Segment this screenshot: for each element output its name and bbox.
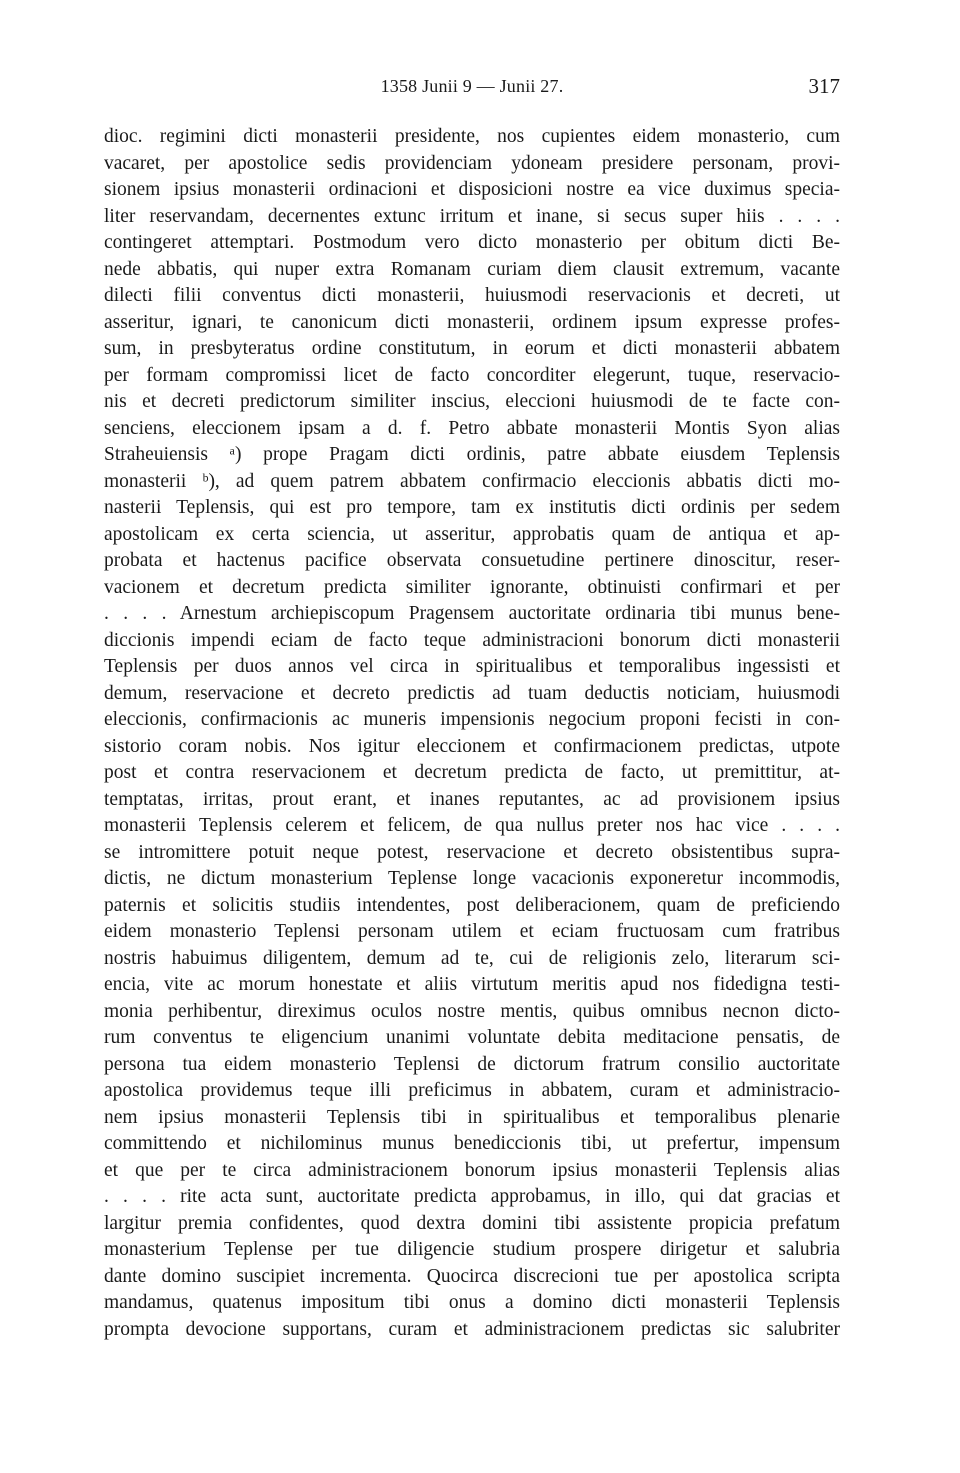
text-line: sum, in presbyteratus ordine constitutum, in eorum et dicti monasterii abbatem [104,338,840,359]
text-line: sistorio coram nobis. Nos igitur eleccionem et confirmacionem predictas, utpote [104,735,840,757]
text-line: temptatas, irritas, prout erant, et inanes reputantes, ac ad provisionem ipsius [104,788,840,810]
text-line: persona tua eidem monasterio Teplensi de dictorum fratrum consilio auctoritate [104,1053,840,1075]
text-line: eleccionis, confirmacionis ac muneris impensionis negocium proponi fecisti in con- [104,709,840,730]
body-text [104,124,840,1343]
text-line: paternis et solicitis studiis intendentes, post deliberacionem, quam de preficiendo [104,894,840,916]
text-line: per formam compromissi licet de facto concorditer elegerunt, tuque, reservacio- [104,364,840,386]
text-line: committendo et nichilominus munus benediccionis tibi, ut prefertur, impensum [104,1133,840,1154]
text-line: et que per te circa administracionem bonorum ipsius monasterii Teplensis alias [104,1159,840,1181]
text-line: sionem ipsius monasterii ordinacioni et disposicioni nostre ea vice duximus specia- [104,179,840,200]
text-line: apostolicam ex certa sciencia, ut asseritur, approbatis quam de antiqua et ap- [104,523,840,545]
text-line: eidem monasterio Teplensi personam utilem et eciam fructuosam cum fratribus [104,921,840,942]
text-line: monasterii ᵇ), ad quem patrem abbatem confirmacio eleccionis abbatis dicti mo- [104,470,840,492]
text-line: probata et hactenus pacifice observata consuetudine pertinere dinoscitur, reser- [104,550,840,571]
text-line: prompta devocione supportans, curam et administracionem predictas sic salubriter [104,1318,840,1340]
text-line: rum conventus te eligencium unanimi voluntate debita meditacione pensatis, de [104,1027,840,1048]
text-line: dictis, ne dictum monasterium Teplense longe vacacionis exponeretur incommodis, [104,868,840,889]
page-number: 317 [808,74,840,98]
text-line: mandamus, quatenus impositum tibi onus a domino dicti monasterii Teplensis [104,1292,840,1313]
text-line: nem ipsius monasterii Teplensis tibi in spiritualibus et temporalibus plenarie [104,1106,840,1128]
text-line: diccionis impendi eciam de facto teque administracioni bonorum dicti monasterii [104,629,840,651]
running-head: 1358 Junii 9 — Junii 27. [380,76,564,96]
text-line: . . . . rite acta sunt, auctoritate predicta approbamus, in illo, qui dat gracias et [104,1186,840,1207]
text-line: dante domino suscipiet incrementa. Quocirca discrecioni tue per apostolica scripta [104,1265,840,1287]
text-line: demum, reservacione et decreto predictis ad tuam deductis noticiam, huiusmodi [104,682,840,704]
text-line: vacaret, per apostolice sedis providenciam ydoneam presidere personam, provi- [104,152,840,174]
text-line: monasterii Teplensis celerem et felicem, de qua nullus preter nos hac vice . . . . [104,815,840,836]
text-line: contingeret attemptari. Postmodum vero dicto monasterio per obitum dicti Be- [104,232,840,253]
text-line: nede abbatis, qui nuper extra Romanam curiam diem clausit extremum, vacante [104,258,840,280]
text-line: nostris habuimus diligentem, demum ad te, cui de religionis zelo, literarum sci- [104,947,840,969]
text-line: apostolica providemus teque illi preficimus in abbatem, curam et administracio- [104,1080,840,1101]
text-line: liter reservandam, decernentes extunc irritum et inane, si secus super hiis . . . . [104,205,840,227]
text-line: post et contra reservacionem et decretum predicta de facto, ut premittitur, at- [104,762,840,783]
text-line: asseritur, ignari, te canonicum dicti monasterii, ordinem ipsum expresse profes- [104,311,840,333]
text-line: monasterium Teplense per tue diligencie studium prospere dirigetur et salubria [104,1239,840,1260]
text-line: encia, vite ac morum honestate et aliis virtutum meritis apud nos fidedigna testi- [104,974,840,995]
text-line: vacionem et decretum predicta similiter ignorante, obtinuisti confirmari et per [104,576,840,598]
text-line: nasterii Teplensis, qui est pro tempore, tam ex institutis dicti ordinis per sedem [104,497,840,518]
text-line: monia perhibentur, direximus oculos nostre mentis, quibus omnibus necnon dicto- [104,1000,840,1022]
text-line: dilecti filii conventus dicti monasterii, huiusmodi reservacionis et decreti, ut [104,285,840,306]
text-line: . . . . Arnestum archiepiscopum Pragensem auctoritate ordinaria tibi munus bene- [104,603,840,624]
text-line: largitur premia confidentes, quod dextra domini tibi assistente propicia prefatum [104,1212,840,1234]
text-line: Straheuiensis ᵃ) prope Pragam dicti ordinis, patre abbate eiusdem Teplensis [104,444,840,465]
text-line: Teplensis per duos annos vel circa in spiritualibus et temporalibus ingessisti et [104,656,840,677]
page-header [104,72,840,102]
text-line: se intromittere potuit neque potest, reservacione et decreto obsistentibus supra- [104,841,840,863]
text-line: nis et decreti predictorum similiter inscius, eleccioni huiusmodi de te facte con- [104,391,840,412]
text-line: senciens, eleccionem ipsam a d. f. Petro abbate monasterii Montis Syon alias [104,417,840,439]
text-line: dioc. regimini dicti monasterii presidente, nos cupientes eidem monasterio, cum [104,126,840,147]
